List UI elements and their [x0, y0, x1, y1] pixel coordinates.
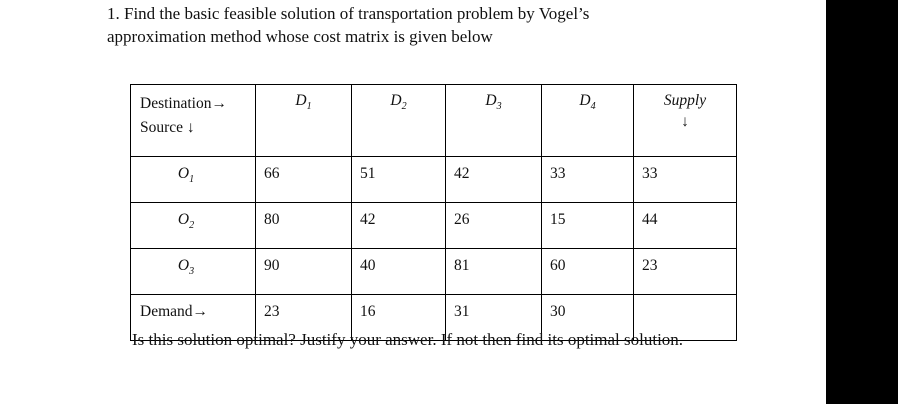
header-d1: $D_1$ [256, 85, 352, 157]
cost-cell: 60 [542, 249, 634, 295]
cost-cell: 66 [256, 157, 352, 203]
cost-cell: 15 [542, 203, 634, 249]
cost-cell: 80 [256, 203, 352, 249]
supply-cell: 33 [634, 157, 737, 203]
question-line-2: approximation method whose cost matrix is given below [107, 27, 493, 46]
supply-cell: 44 [634, 203, 737, 249]
follow-up-question: Is this solution optimal? Justify your answer. If not then find its optimal solution. [132, 330, 684, 349]
cost-cell: 33 [542, 157, 634, 203]
table-row-o2 [131, 203, 737, 249]
demand-cell: 30 [542, 295, 634, 341]
demand-label: Demand→ [131, 295, 256, 341]
cost-matrix-table [130, 84, 737, 341]
source-o1: $O_1$ [131, 157, 256, 203]
table-row-o1 [131, 157, 737, 203]
supply-label: Supply [663, 92, 707, 109]
supply-arrow: ↓ [681, 113, 689, 130]
source-o2: $O_2$ [131, 203, 256, 249]
cost-cell: 42 [352, 203, 446, 249]
source-label: Source ↓ [140, 119, 195, 136]
cost-cell: 90 [256, 249, 352, 295]
cost-cell: 51 [352, 157, 446, 203]
corner-cell [131, 85, 256, 157]
demand-cell: 31 [446, 295, 542, 341]
header-d3: $D_3$ [446, 85, 542, 157]
table-row-o3 [131, 249, 737, 295]
cost-cell: 42 [446, 157, 542, 203]
header-row [131, 85, 737, 157]
header-supply [634, 85, 737, 157]
demand-cell: 23 [256, 295, 352, 341]
header-d2: $D_2$ [352, 85, 446, 157]
cost-cell: 81 [446, 249, 542, 295]
question-text [107, 2, 727, 48]
supply-cell: 23 [634, 249, 737, 295]
source-o3: $O_3$ [131, 249, 256, 295]
cost-cell: 40 [352, 249, 446, 295]
question-line-1: 1. Find the basic feasible solution of transportation problem by Vogel’s [107, 4, 590, 23]
demand-cell: 16 [352, 295, 446, 341]
cost-cell: 26 [446, 203, 542, 249]
header-d4: $D_4$ [542, 85, 634, 157]
destination-label: Destination→ [140, 95, 227, 112]
right-black-bar [826, 0, 898, 404]
